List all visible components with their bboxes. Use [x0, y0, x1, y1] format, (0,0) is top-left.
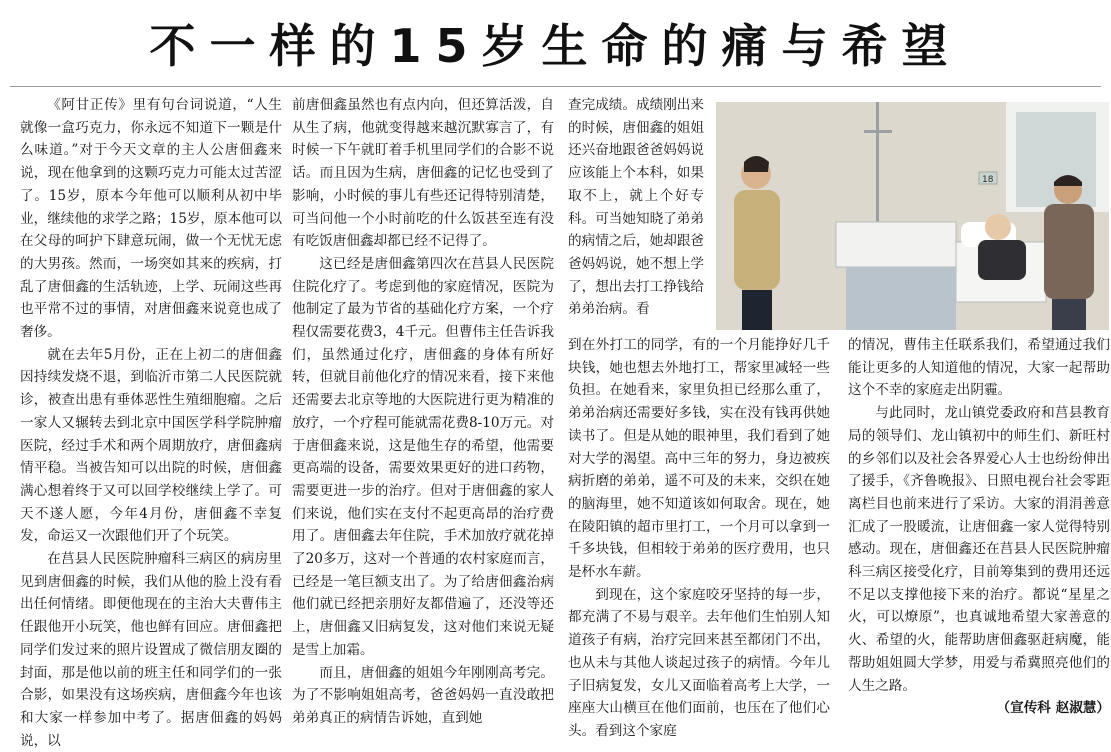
photo-illustration	[716, 102, 1109, 330]
text-column-2	[292, 94, 554, 726]
text-column-4	[848, 334, 1110, 717]
bed-number-label: 18	[982, 175, 994, 185]
paragraph: 的情况，曹伟主任联系我们，希望通过我们能让更多的人知道他的情况，大家一起帮助这个不幸的家庭走出阴霾。	[848, 337, 1110, 399]
text-column-3-bottom	[568, 334, 830, 739]
title-divider	[10, 86, 1101, 87]
paragraph: 到现在，这个家庭咬牙坚持的每一步，都充满了不易与艰辛。去年他们生怕别人知道孩子有病，治疗完回来甚至都闭门不出，也从未与其他人谈起过孩子的病情。今年儿子旧病复发，女儿又面临着高考上大学，一座座大山横亘在他们面前，也压在了他们心头。看到这个家庭	[568, 586, 830, 739]
paragraph: 《阿甘正传》里有句台词说道，“人生就像一盒巧克力，你永远不知道下一颗是什么味道。”对于今天文章的主人公唐佃鑫来说，现在他拿到的这颗巧克力可能太过苦涩了。15岁，原本今年他可以顺利从初中毕业，继续他的求学之路；15岁，原本他可以在父母的呵护下肆意玩闹，做一个无忧无虑的大男孩。然而，一场突如其来的疾病，打乱了唐佃鑫的生活轨迹，上学、玩闹这些再也平常不过的事情，对唐佃鑫来说竟也成了奢侈。	[20, 97, 282, 341]
paragraph: 这已经是唐佃鑫第四次在莒县人民医院住院化疗了。考虑到他的家庭情况，医院为他制定了最为节省的基础化疗方案，一个疗程仅需要花费3，4千元。但曹伟主任告诉我们，虽然通过化疗，唐佃鑫的身体有所好转，但就目前他化疗的情况来看，接下来他还需要去北京等地的大医院进行更为精准的放疗，一个疗程可能就需花费8-10万元。对于唐佃鑫来说，这是他生存的希望，他需要更高端的设备，需要效果更好的进口药物，需要更进一步的治疗。但对于唐佃鑫的家人们来说，他们实在支付不起更高昂的治疗费用了。唐佃鑫去年住院，手术加放疗就花掉了20多万，这对一个普通的农村家庭而言，已经是一笔巨额支出了。为了给唐佃鑫治病他们就已经把亲朋好友都借遍了，还没等还上，唐佃鑫又旧病复发，这对他们来说无疑是雪上加霜。	[292, 255, 554, 658]
paragraph: 在莒县人民医院肿瘤科三病区的病房里见到唐佃鑫的时候，我们从他的脸上没有看出任何情绪。即便他现在的主治大夫曹伟主任跟他开小玩笑，他也鲜有回应。唐佃鑫把同学们发过来的照片设置成了微信朋友圈的封面，那是他以前的班主任和同学们的一张合影，如果没有这场疾病，唐佃鑫今年也该和大家一样参加中考了。据唐佃鑫的妈妈说，以	[20, 551, 282, 749]
paragraph: 查完成绩。成绩刚出来的时候，唐佃鑫的姐姐还兴奋地跟爸爸妈妈说应该能上个本科，如果取不上，就上个好专科。可当她知晓了弟弟的病情之后，她却跟爸爸妈妈说，她不想上学了，想出去打工挣钱给弟弟治病。看	[568, 97, 704, 318]
text-column-1	[20, 94, 282, 749]
author-credit: （宣传科 赵淑慧）	[996, 700, 1110, 717]
paragraph: 到在外打工的同学，有的一个月能挣好几千块钱，她也想去外地打工，帮家里减轻一些负担。在她看来，家里负担已经那么重了，弟弟治病还需要好多钱，实在没有钱再供她读书了。但是从她的眼神里，我们看到了她对大学的渴望。高中三年的努力，身边被疾病折磨的弟弟，遥不可及的未来，交织在她的脑海里，她不知道该如何取舍。现在，她在陵阳镇的超市里打工，一个月可以拿到一千多块钱，但相较于弟弟的医疗费用，也只是杯水车薪。	[568, 337, 830, 581]
paragraph: 前唐佃鑫虽然也有点内向，但还算活泼，自从生了病，他就变得越来越沉默寡言了，有时候一下午就盯着手机里同学们的合影不说话。而且因为生病，唐佃鑫的记忆也受到了影响，小时候的事儿有些还记得特别清楚，可当问他一个小时前吃的什么饭甚至连有没有吃饭唐佃鑫却都已经不记得了。	[292, 97, 554, 250]
paragraph: 而且，唐佃鑫的姐姐今年刚刚高考完。为了不影响姐姐高考，爸爸妈妈一直没敢把弟弟真正的病情告诉她，直到她	[292, 664, 554, 726]
paragraph: 就在去年5月份，正在上初二的唐佃鑫因持续发烧不退，到临沂市第二人民医院就诊，被查出患有垂体恶性生殖细胞瘤。之后一家人又辗转去到北京中国医学科学院肿瘤医院，经过手术和两个周期放疗，唐佃鑫病情平稳。当被告知可以出院的时候，唐佃鑫满心想着终于又可以回学校继续上学了。可天不遂人愿，今年4月份，唐佃鑫不幸复发，命运又一次跟他们开了个玩笑。	[20, 346, 282, 545]
text-column-3-top	[568, 94, 704, 334]
article-title: 不一样的15岁生命的痛与希望	[149, 19, 962, 73]
paragraph: 与此同时，龙山镇党委政府和莒县教育局的领导们、龙山镇初中的师生们、新旺村的乡邻们以及社会各界爱心人士也纷纷伸出了援手，《齐鲁晚报》、日照电视台社会零距离栏目也前来进行了采访。大家的涓涓善意汇成了一股暖流，让唐佃鑫一家人觉得特别感动。现在，唐佃鑫还在莒县人民医院肿瘤科三病区接受化疗，目前筹集到的费用还远不足以支撑他接下来的治疗。都说“星星之火，可以燎原”，也真诚地希望大家善意的火、希望的火，能帮助唐佃鑫驱赶病魔，能帮助姐姐圆大学梦，用爱与希冀照亮他们的人生之路。	[848, 405, 1110, 694]
hospital-ward-photo	[716, 102, 1109, 330]
